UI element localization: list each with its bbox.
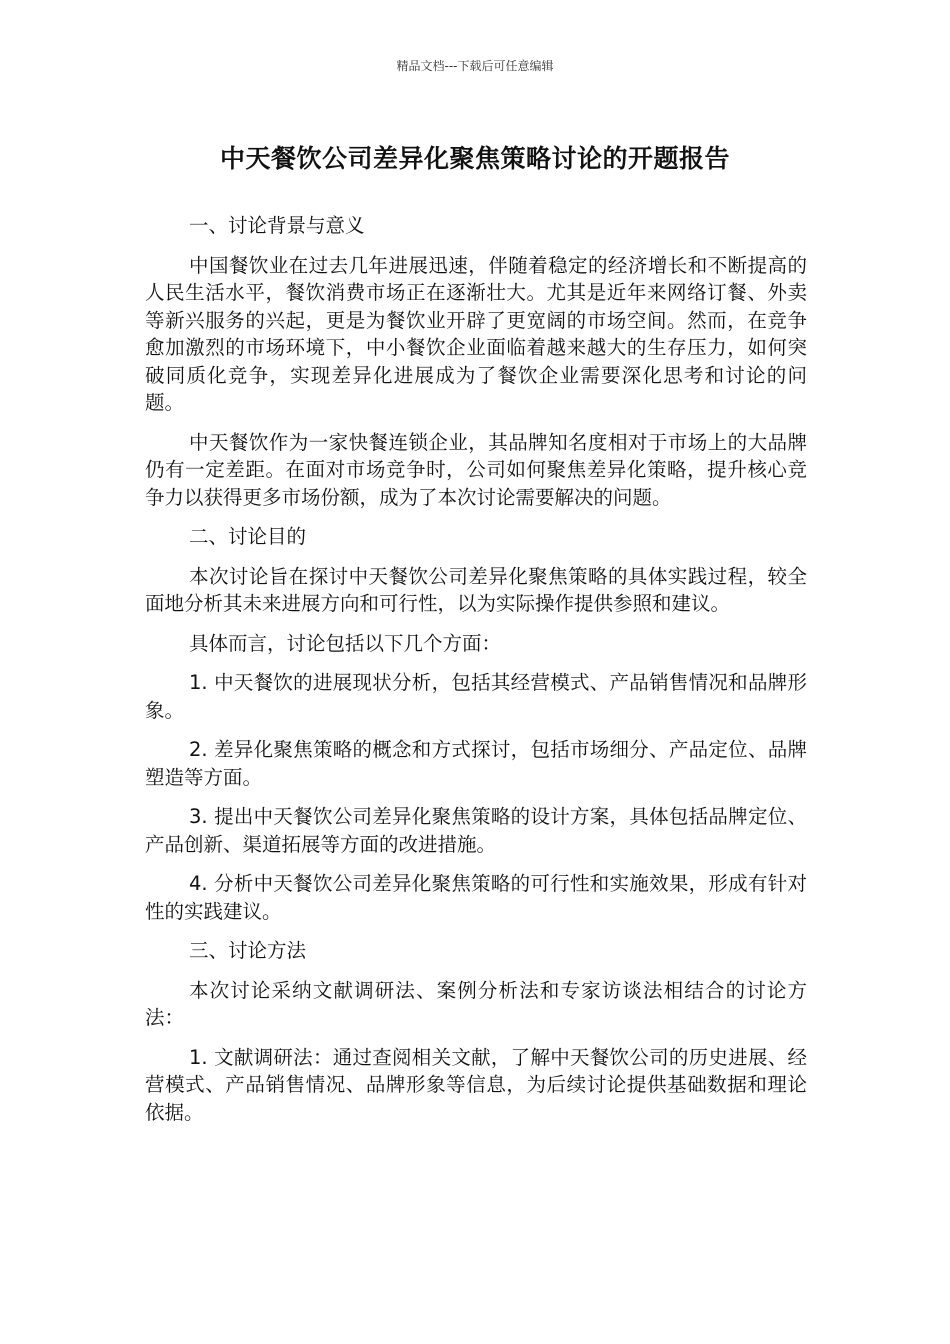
list-item-purpose-3: 3. 提出中天餐饮公司差异化聚焦策略的设计方案，具体包括品牌定位、产品创新、渠道拓展等方面的改进措施。 <box>145 805 807 856</box>
section-heading-purpose: 二、讨论目的 <box>189 525 307 548</box>
section-heading-background: 一、讨论背景与意义 <box>189 214 365 237</box>
list-item-method-1: 1. 文献调研法：通过查阅相关文献，了解中天餐饮公司的历史进展、经营模式、产品销售情况、品牌形象等信息，为后续讨论提供基础数据和理论依据。 <box>145 1045 807 1124</box>
document-title: 中天餐饮公司差异化聚焦策略讨论的开题报告 <box>219 144 730 173</box>
paragraph-method-1: 本次讨论采纳文献调研法、案例分析法和专家访谈法相结合的讨论方法： <box>145 978 807 1029</box>
paragraph-purpose-2: 具体而言，讨论包括以下几个方面： <box>189 631 502 655</box>
paragraph-purpose-1: 本次讨论旨在探讨中天餐饮公司差异化聚焦策略的具体实践过程，较全面地分析其未来进展方向和可行性，以为实际操作提供参照和建议。 <box>145 564 807 615</box>
paragraph-background-1: 中国餐饮业在过去几年进展迅速，伴随着稳定的经济增长和不断提高的人民生活水平，餐饮消费市场正在逐渐壮大。尤其是近年来网络订餐、外卖等新兴服务的兴起，更是为餐饮业开辟了更宽阔的市场空间。然而，在竞争愈加激烈的市场环境下，中小餐饮企业面临着越来越大的生存压力，如何突破同质化竞争，实现差异化进展成为了餐饮企业需要深化思考和讨论的问题。 <box>145 253 807 414</box>
paragraph-background-2: 中天餐饮作为一家快餐连锁企业，其品牌知名度相对于市场上的大品牌仍有一定差距。在面对市场竞争时，公司如何聚焦差异化策略，提升核心竞争力以获得更多市场份额，成为了本次讨论需要解决的问题。 <box>145 430 807 509</box>
page-header-note: 精品文档---下载后可任意编辑 <box>396 59 554 73</box>
list-item-purpose-1: 1. 中天餐饮的进展现状分析，包括其经营模式、产品销售情况和品牌形象。 <box>145 671 807 722</box>
document-body <box>145 212 807 1138</box>
section-heading-method: 三、讨论方法 <box>189 939 307 962</box>
list-item-purpose-4: 4. 分析中天餐饮公司差异化聚焦策略的可行性和实施效果，形成有针对性的实践建议。 <box>145 872 807 923</box>
list-item-purpose-2: 2. 差异化聚焦策略的概念和方式探讨，包括市场细分、产品定位、品牌塑造等方面。 <box>145 738 807 789</box>
